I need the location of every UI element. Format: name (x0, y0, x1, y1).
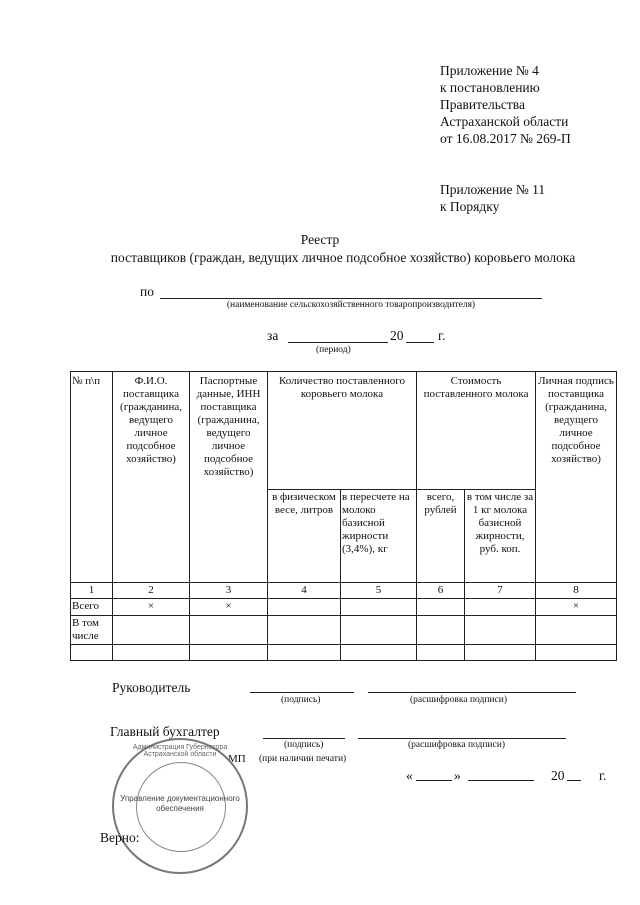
period-caption: (период) (316, 345, 351, 355)
table-cell[interactable] (417, 645, 465, 661)
header-quantity: Количество поставленного коровьего молока (268, 372, 417, 490)
accountant-decoding-caption: (расшифровка подписи) (408, 740, 505, 750)
column-number: 4 (268, 583, 341, 599)
date-close-quote: » (454, 768, 461, 783)
document-title: Реестр (300, 232, 340, 247)
row-including-label: В том числе (71, 616, 113, 645)
table-cell[interactable] (341, 645, 417, 661)
document-subtitle: поставщиков (граждан, ведущих личное подсобное хозяйство) коровьего молока (110, 250, 576, 265)
header-qty-basic: в пересчете на молоко базисной жирности (3,4%), кг (341, 490, 417, 583)
period-line[interactable] (288, 342, 388, 343)
by-label: по (140, 284, 154, 299)
appendix-4-line: Правительства (440, 97, 525, 112)
column-number: 2 (113, 583, 190, 599)
table-cell[interactable] (268, 645, 341, 661)
accountant-signature-line[interactable] (263, 738, 345, 739)
appendix-4-date-number: от 16.08.2017 № 269-П (440, 131, 571, 146)
table-cell[interactable] (465, 599, 536, 616)
head-decoding-caption: (расшифровка подписи) (410, 695, 507, 705)
register-table (70, 371, 617, 661)
column-number: 6 (417, 583, 465, 599)
header-num: № п\п (71, 372, 113, 583)
period-suffix: г. (438, 328, 446, 343)
head-decoding-line[interactable] (368, 692, 576, 693)
table-cell[interactable] (268, 616, 341, 645)
row-total-label: Всего (71, 599, 113, 616)
table-header-row (71, 372, 617, 490)
head-signature-line[interactable] (250, 692, 354, 693)
appendix-4-line: к постановлению (440, 80, 540, 95)
table-cell[interactable] (341, 616, 417, 645)
date-day-line[interactable] (416, 780, 452, 781)
stamp-center-text: Управление документационного обеспечения (120, 794, 240, 813)
appendix-11-line: Приложение № 11 (440, 182, 546, 197)
table-cell[interactable] (190, 645, 268, 661)
appendix-11-block (440, 181, 545, 215)
table-cell[interactable] (268, 599, 341, 616)
cross-mark: × (536, 599, 617, 616)
table-row-empty (71, 645, 617, 661)
producer-name-line[interactable] (160, 298, 542, 299)
table-cell[interactable] (71, 645, 113, 661)
header-name: Ф.И.О. поставщика (гражданина, ведущего личное подсобное хозяйство) (113, 372, 190, 583)
period-year-prefix: 20 (390, 328, 404, 343)
header-signature: Личная подпись поставщика (гражданина, ведущего личное подсобное хозяйство) (536, 372, 617, 583)
head-signature-caption: (подпись) (281, 695, 321, 705)
period-year-line[interactable] (406, 342, 434, 343)
cross-mark: × (190, 599, 268, 616)
header-cost-total: всего, рублей (417, 490, 465, 583)
header-qty-physical: в физическом весе, литров (268, 490, 341, 583)
seal-label: МП (228, 753, 246, 765)
appendix-4-block (440, 62, 571, 147)
table-row-total (71, 599, 617, 616)
date-year-prefix: 20 (551, 768, 565, 783)
column-number: 8 (536, 583, 617, 599)
date-month-line[interactable] (468, 780, 534, 781)
table-cell[interactable] (113, 616, 190, 645)
appendix-4-line: Астраханской области (440, 114, 569, 129)
verified-label: Верно: (100, 830, 140, 845)
table-row-including (71, 616, 617, 645)
date-open-quote: « (406, 768, 413, 783)
table-cell[interactable] (417, 599, 465, 616)
column-number: 5 (341, 583, 417, 599)
column-number: 3 (190, 583, 268, 599)
appendix-4-line: Приложение № 4 (440, 63, 539, 78)
period-prefix: за (267, 328, 279, 343)
column-number-row (71, 583, 617, 599)
appendix-11-line: к Порядку (440, 199, 500, 214)
accountant-decoding-line[interactable] (358, 738, 566, 739)
column-number: 7 (465, 583, 536, 599)
table-cell[interactable] (536, 645, 617, 661)
date-year-line[interactable] (567, 780, 581, 781)
table-cell[interactable] (417, 616, 465, 645)
table-cell[interactable] (190, 616, 268, 645)
head-label: Руководитель (112, 680, 191, 695)
stamp-ring-text: Администрация Губернатора Астраханской области (132, 744, 228, 758)
table-cell[interactable] (341, 599, 417, 616)
table-cell[interactable] (465, 645, 536, 661)
header-passport: Паспортные данные, ИНН поставщика (гражданина, ведущего личное подсобное хозяйство) (190, 372, 268, 583)
seal-note: (при наличии печати) (259, 754, 347, 764)
table-cell[interactable] (536, 616, 617, 645)
header-cost-per-kg: в том числе за 1 кг молока базисной жирности, руб. коп. (465, 490, 536, 583)
date-suffix: г. (599, 768, 607, 783)
official-stamp (112, 738, 248, 874)
header-cost: Стоимость поставленного молока (417, 372, 536, 490)
cross-mark: × (113, 599, 190, 616)
producer-caption: (наименование сельскохозяйственного товаропроизводителя) (226, 300, 476, 310)
column-number: 1 (71, 583, 113, 599)
table-cell[interactable] (465, 616, 536, 645)
accountant-signature-caption: (подпись) (284, 740, 324, 750)
chief-accountant-label: Главный бухгалтер (110, 724, 220, 739)
table-cell[interactable] (113, 645, 190, 661)
